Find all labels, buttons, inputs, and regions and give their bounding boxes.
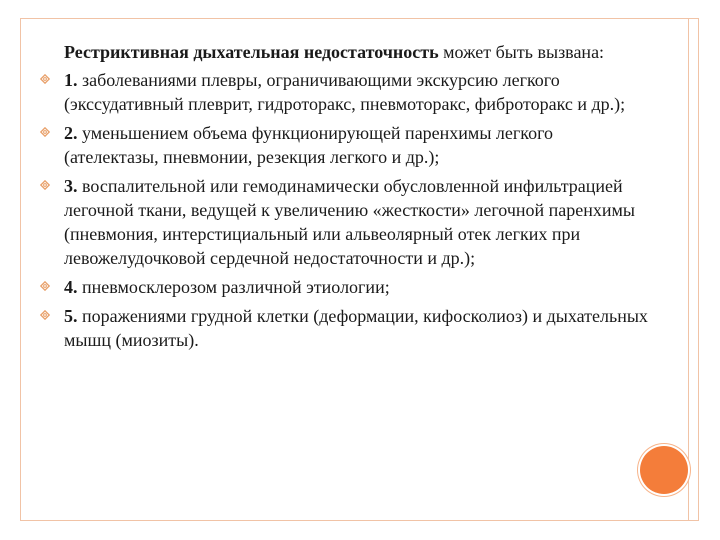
item-number: 3. — [64, 176, 78, 196]
list-item — [38, 68, 648, 116]
list-item — [38, 275, 648, 299]
bullet-icon — [40, 281, 50, 291]
item-number: 2. — [64, 123, 78, 143]
bullet-icon — [40, 74, 50, 84]
frame-left-border — [20, 18, 21, 521]
item-number: 4. — [64, 277, 78, 297]
list-item — [38, 304, 648, 352]
frame-right-border-inner — [688, 18, 689, 521]
frame-bottom-border — [20, 520, 698, 521]
list-item — [38, 121, 648, 169]
list-item — [38, 174, 648, 270]
frame-right-border-outer — [698, 18, 699, 521]
item-text: воспалительной или гемодинамически обусловленной инфильтрацией легочной ткани, ведущей к увеличению «жесткости» легочной паренхимы (пневмония, интерстициальный или альвеолярный отек легких при левожелудочковой сердечной недостаточности и др.); — [64, 176, 636, 268]
intro-bold-term: Рестриктивная дыхательная недостаточность — [64, 42, 439, 62]
bullet-icon — [40, 127, 50, 137]
decorative-circle — [640, 446, 688, 494]
intro-rest: может быть вызвана: — [438, 42, 605, 62]
item-text: заболеваниями плевры, ограничивающими экскурсию легкого (экссудативный плеврит, гидроторакс, пневмоторакс, фиброторакс и др.); — [64, 70, 626, 114]
item-number: 1. — [64, 70, 78, 90]
item-text: поражениями грудной клетки (деформации, кифосколиоз) и дыхательных мышц (миозиты). — [64, 306, 648, 350]
item-text: пневмосклерозом различной этиологии; — [77, 277, 390, 297]
intro-paragraph — [64, 40, 648, 64]
cause-list — [38, 68, 648, 352]
frame-top-border — [20, 18, 698, 19]
bullet-icon — [40, 310, 50, 320]
item-number: 5. — [64, 306, 78, 326]
bullet-icon — [40, 180, 50, 190]
slide-content — [38, 40, 648, 357]
item-text: уменьшением объема функционирующей паренхимы легкого (ателектазы, пневмонии, резекция легкого и др.); — [64, 123, 554, 167]
